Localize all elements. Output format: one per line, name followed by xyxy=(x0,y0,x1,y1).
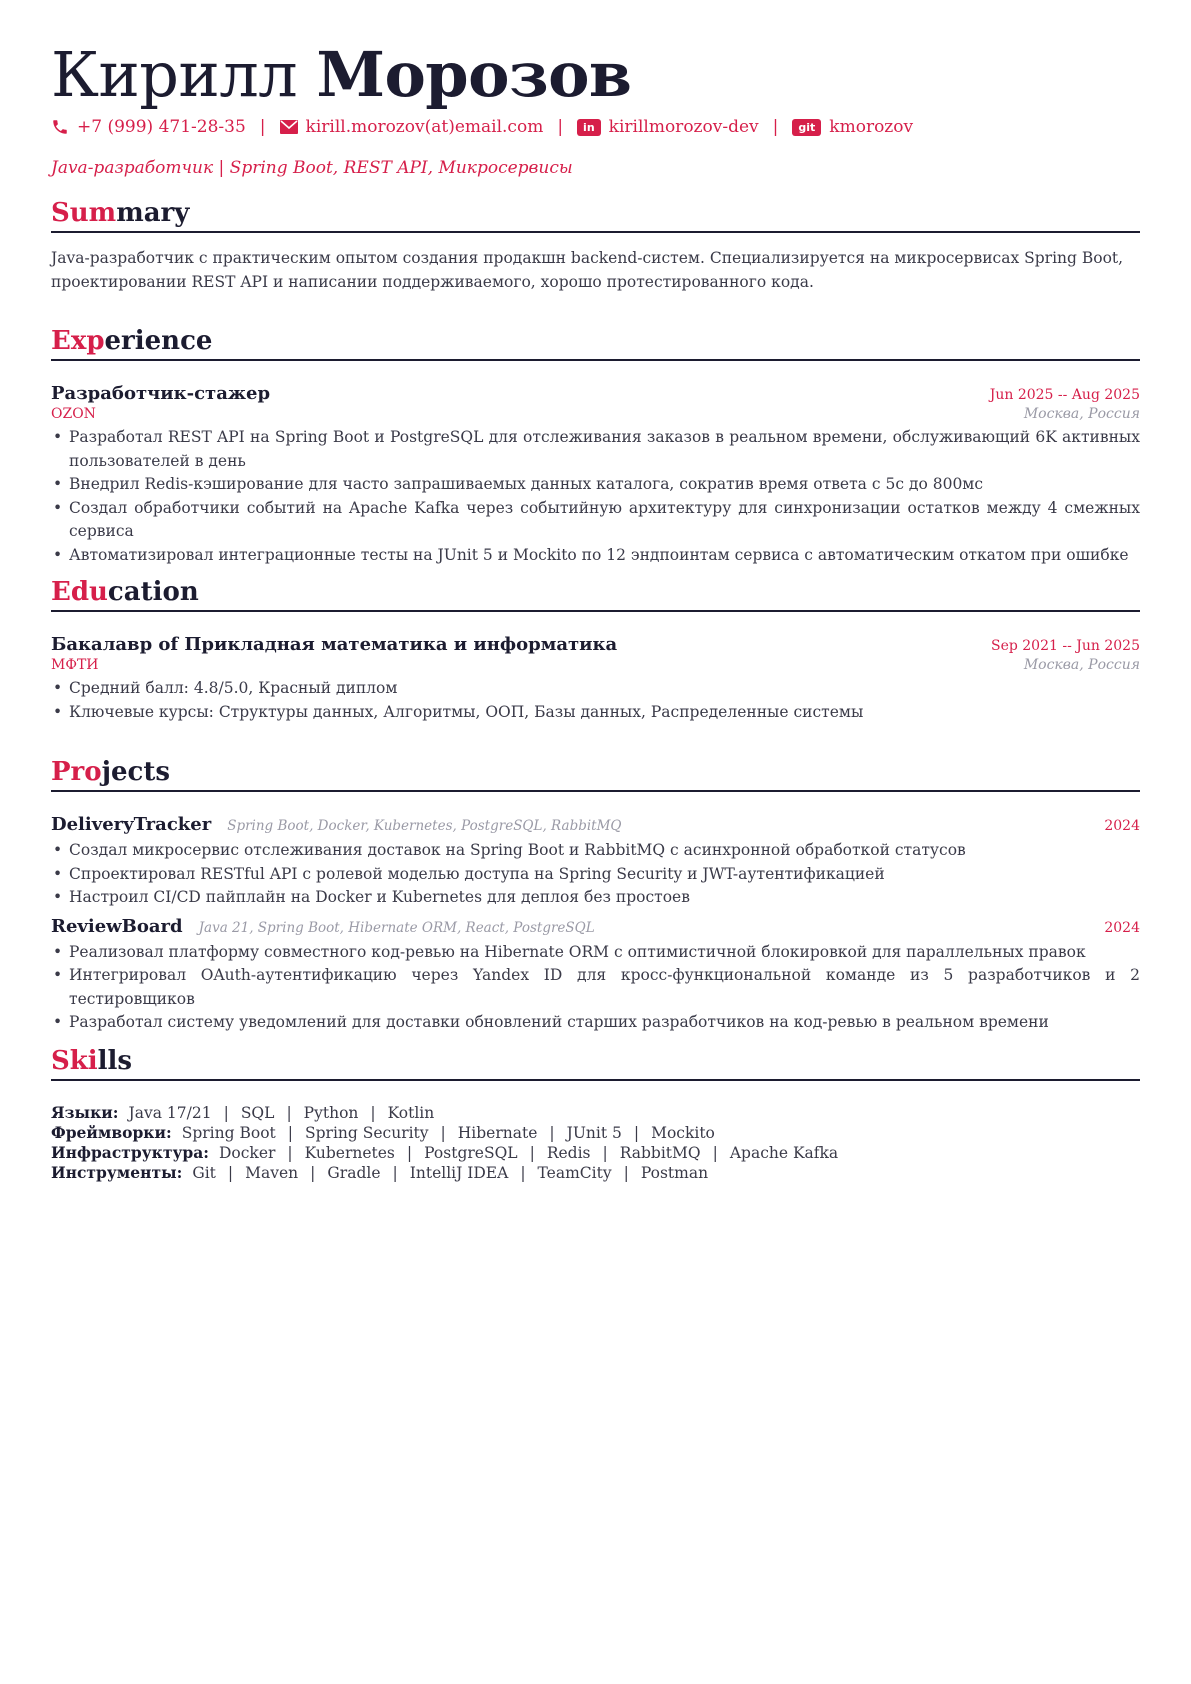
section-title-rest: jects xyxy=(101,757,171,787)
skill-item: PostgreSQL xyxy=(424,1144,518,1162)
summary-section xyxy=(51,197,1140,294)
contact-separator: | xyxy=(259,117,266,137)
experience-entry xyxy=(51,383,1140,567)
section-title-rest: lls xyxy=(97,1046,133,1076)
section-title xyxy=(51,197,1140,233)
education-bullets xyxy=(51,677,1140,724)
list-item: • Ключевые курсы: Структуры данных, Алгоритмы, ООП, Базы данных, Распределенные системы xyxy=(51,701,1140,725)
skill-category: Языки: xyxy=(51,1103,119,1122)
list-item: • Интегрировал OAuth-аутентификацию через Yandex ID для кросс-функциональной команде из 5 разработчиков и 2 тестировщиков xyxy=(51,964,1140,1011)
section-title-highlight: Ski xyxy=(51,1046,98,1076)
section-title-highlight: Pro xyxy=(51,757,102,787)
list-item: • Разработал REST API на Spring Boot и PostgreSQL для отслеживания заказов в реальном времени, обслуживающий 6K активных пользователей в день xyxy=(51,426,1140,473)
institution-name: МФТИ xyxy=(51,657,99,673)
skill-item: Spring Boot xyxy=(181,1124,276,1142)
contact-separator: | xyxy=(557,117,564,137)
section-title-rest: cation xyxy=(107,577,199,607)
skill-separator: | xyxy=(392,1164,398,1182)
skill-item: SQL xyxy=(240,1104,275,1122)
project-name: ReviewBoard xyxy=(51,915,183,937)
phone-icon xyxy=(51,118,69,136)
list-item: • Разработал систему уведомлений для доставки обновлений старших разработчиков на код-ревью в реальном времени xyxy=(51,1011,1140,1035)
skill-separator: | xyxy=(520,1164,526,1182)
section-title-highlight: Edu xyxy=(51,577,108,607)
projects-section xyxy=(51,756,1140,1035)
skill-separator: | xyxy=(623,1164,629,1182)
skill-category: Инструменты: xyxy=(51,1163,183,1182)
project-year: 2024 xyxy=(1104,818,1140,834)
skill-item: Hibernate xyxy=(457,1124,538,1142)
full-name xyxy=(51,40,1140,110)
skill-item: Kotlin xyxy=(387,1104,435,1122)
job-bullets xyxy=(51,426,1140,567)
skill-item: Redis xyxy=(546,1144,591,1162)
skill-item: JUnit 5 xyxy=(566,1124,622,1142)
linkedin-handle: kirillmorozov-dev xyxy=(608,117,759,137)
skill-item: Python xyxy=(303,1104,359,1122)
tagline: Java-разработчик | Spring Boot, REST API, Микросервисы xyxy=(51,158,573,178)
list-item: • Создал микросервис отслеживания доставок на Spring Boot и RabbitMQ с асинхронной обработкой статусов xyxy=(51,839,1140,863)
list-item: • Средний балл: 4.8/5.0, Красный диплом xyxy=(51,677,1140,701)
skills-list xyxy=(51,1103,1140,1183)
skill-category: Фреймворки: xyxy=(51,1123,172,1142)
skill-item: Git xyxy=(192,1164,216,1182)
experience-section xyxy=(51,325,1140,567)
skill-row xyxy=(51,1123,1140,1143)
section-title-rest: mary xyxy=(116,198,190,228)
contact-bar xyxy=(51,116,1140,138)
project-name: DeliveryTracker xyxy=(51,814,212,835)
education-dates: Sep 2021 -- Jun 2025 xyxy=(990,638,1140,654)
skill-item: Maven xyxy=(245,1164,299,1182)
email-contact[interactable] xyxy=(280,116,544,138)
skill-separator: | xyxy=(287,1124,293,1142)
linkedin-icon: in xyxy=(577,119,601,136)
skill-separator: | xyxy=(227,1164,234,1182)
skill-separator: | xyxy=(529,1144,535,1162)
first-name: Кирилл xyxy=(51,38,298,111)
project-year: 2024 xyxy=(1104,919,1140,936)
skill-separator: | xyxy=(633,1124,640,1142)
github-contact[interactable] xyxy=(792,116,913,138)
skills-section xyxy=(51,1045,1140,1183)
skill-separator: | xyxy=(287,1144,293,1162)
section-title xyxy=(51,756,1140,792)
project-bullets xyxy=(51,839,1140,910)
list-item: • Спроектировал RESTful API с ролевой моделью доступа на Spring Security и JWT-аутентификацией xyxy=(51,863,1140,887)
skill-item: Spring Security xyxy=(305,1124,429,1142)
envelope-icon xyxy=(280,120,298,134)
skill-item: TeamCity xyxy=(537,1164,612,1182)
section-title-highlight: Exp xyxy=(51,326,105,356)
skill-item: Java 17/21 xyxy=(128,1104,212,1122)
job-dates: Jun 2025 -- Aug 2025 xyxy=(989,387,1140,403)
skill-item: Docker xyxy=(218,1144,276,1162)
skill-item: Mockito xyxy=(651,1124,715,1142)
skill-item: Apache Kafka xyxy=(729,1144,839,1162)
skill-item: Kubernetes xyxy=(304,1144,395,1162)
last-name: Морозов xyxy=(316,38,632,111)
project-entry xyxy=(51,916,1140,1035)
skill-separator: | xyxy=(549,1124,555,1142)
skill-separator: | xyxy=(602,1144,608,1162)
skill-row xyxy=(51,1143,1140,1163)
skill-separator: | xyxy=(712,1144,718,1162)
contact-separator: | xyxy=(772,117,779,137)
project-tech: Spring Boot, Docker, Kubernetes, PostgreSQL, RabbitMQ xyxy=(227,818,622,834)
list-item: • Автоматизировал интеграционные тесты на JUnit 5 и Mockito по 12 эндпоинтам сервиса с автоматическим откатом при ошибке xyxy=(51,544,1140,568)
section-title xyxy=(51,576,1140,612)
job-location: Москва, Россия xyxy=(1023,406,1140,422)
skill-separator: | xyxy=(286,1104,292,1122)
degree-title: Бакалавр of Прикладная математика и информатика xyxy=(51,634,618,655)
skill-separator: | xyxy=(370,1104,376,1122)
section-title xyxy=(51,325,1140,361)
skill-separator: | xyxy=(223,1104,229,1122)
education-section xyxy=(51,576,1140,724)
resume-header xyxy=(51,40,1140,178)
github-handle: kmorozov xyxy=(829,117,914,137)
skill-separator: | xyxy=(406,1144,413,1162)
education-entry xyxy=(51,634,1140,724)
list-item: • Создал обработчики событий на Apache Kafka через событийную архитектуру для синхронизации остатков между 4 смежных сервиса xyxy=(51,497,1140,544)
job-title: Разработчик-стажер xyxy=(51,383,271,404)
skill-separator: | xyxy=(310,1164,316,1182)
summary-text: Java-разработчик с практическим опытом создания продакшн backend-систем. Специализируется на микросервисах Spring Boot, проектировании REST API и написании поддерживаемого, хорошо протестированного кода. xyxy=(51,249,1124,291)
skill-item: IntelliJ IDEA xyxy=(409,1164,509,1182)
education-location: Москва, Россия xyxy=(1023,657,1140,673)
project-entry xyxy=(51,814,1140,910)
linkedin-contact[interactable] xyxy=(577,116,759,138)
list-item: • Настроил CI/CD пайплайн на Docker и Kubernetes для деплоя без простоев xyxy=(51,886,1140,910)
skill-item: Gradle xyxy=(327,1164,381,1182)
list-item: • Внедрил Redis-кэширование для часто запрашиваемых данных каталога, сократив время ответа с 5с до 800мс xyxy=(51,473,1140,497)
skill-separator: | xyxy=(440,1124,446,1142)
company-name: OZON xyxy=(51,406,96,422)
list-item: • Реализовал платформу совместного код-ревью на Hibernate ORM с оптимистичной блокировкой для параллельных правок xyxy=(51,941,1140,965)
phone-contact[interactable] xyxy=(51,116,246,138)
skill-row xyxy=(51,1103,1140,1123)
section-title xyxy=(51,1045,1140,1081)
email-address: kirill.morozov(at)email.com xyxy=(305,117,544,137)
project-bullets xyxy=(51,941,1140,1035)
section-title-highlight: Sum xyxy=(51,198,117,228)
skill-category: Инфраструктура: xyxy=(51,1143,209,1162)
git-icon: git xyxy=(792,119,821,136)
skill-item: Postman xyxy=(640,1164,709,1182)
project-tech: Java 21, Spring Boot, Hibernate ORM, React, PostgreSQL xyxy=(198,919,595,936)
skill-item: RabbitMQ xyxy=(619,1144,701,1162)
phone-number: +7 (999) 471-28-35 xyxy=(77,117,246,137)
skill-row xyxy=(51,1163,1140,1183)
section-title-rest: erience xyxy=(104,326,213,356)
